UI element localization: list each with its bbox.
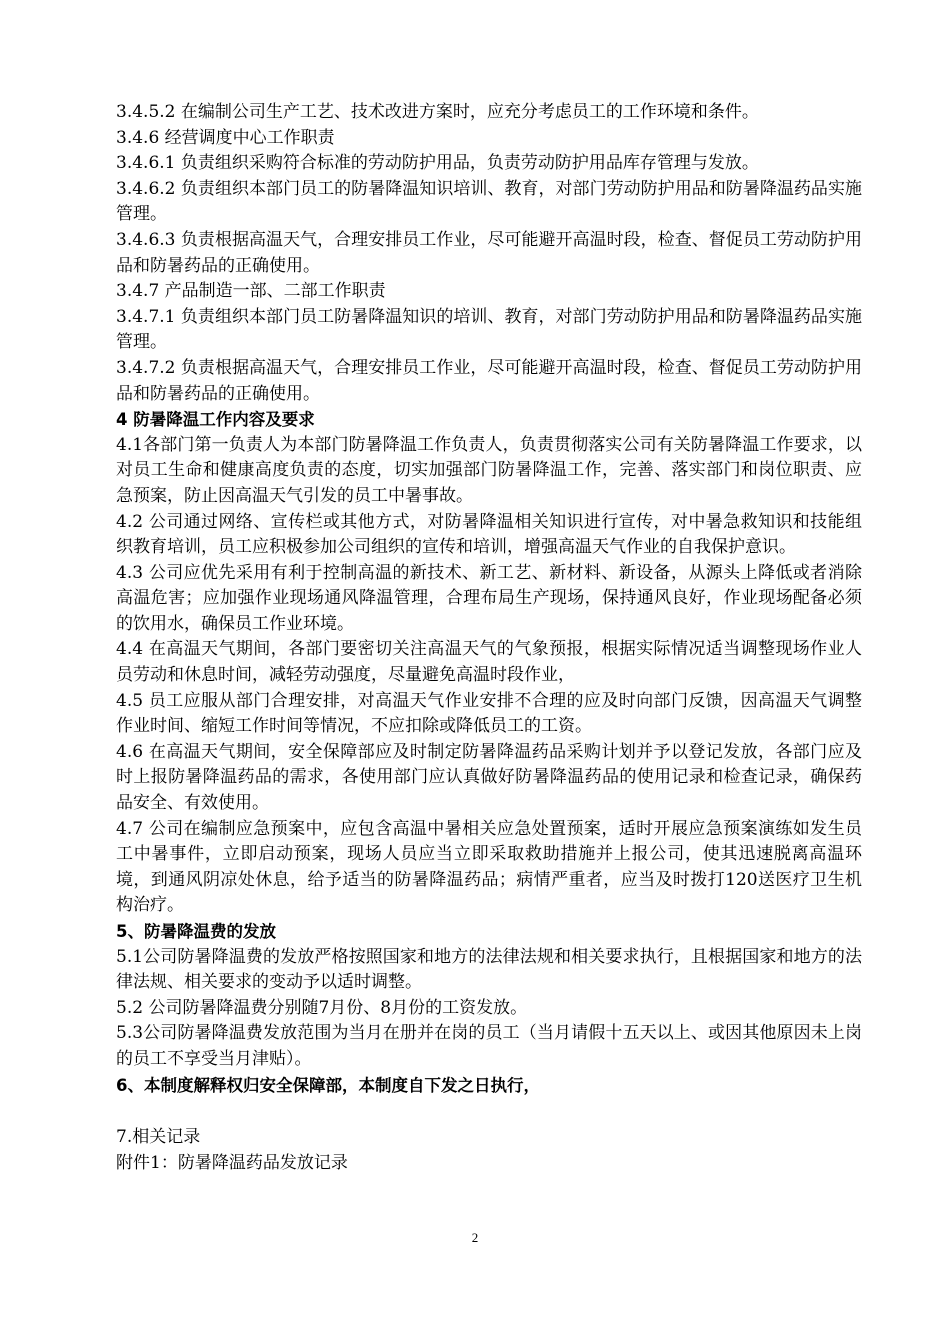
paragraph: 4.4 在高温天气期间，各部门要密切关注高温天气的气象预报，根据实际情况适当调整现场作业人员劳动和休息时间，减轻劳动强度，尽量避免高温时段作业，	[116, 639, 862, 686]
blank-line	[116, 1098, 862, 1125]
paragraph: 4.6 在高温天气期间，安全保障部应及时制定防暑降温药品采购计划并予以登记发放，各部门应及时上报防暑降温药品的需求，各使用部门应认真做好防暑降温药品的使用记录和检查记录，确保药品安全、有效使用。	[116, 741, 862, 814]
paragraph: 5.1公司防暑降温费的发放严格按照国家和地方的法律法规和相关要求执行，且根据国家和地方的法律法规、相关要求的变动予以适时调整。	[116, 946, 862, 993]
paragraph: 附件1：防暑降温药品发放记录	[116, 1152, 348, 1173]
document-body	[116, 100, 862, 1176]
paragraph: 3.4.5.2 在编制公司生产工艺、技术改进方案时，应充分考虑员工的工作环境和条件。	[116, 102, 759, 122]
paragraph: 4.3 公司应优先采用有利于控制高温的新技术、新工艺、新材料、新设备，从源头上降低或者消除高温危害；应加强作业现场通风降温管理，合理布局生产现场，保持通风良好，作业现场配备必须的饮用水，确保员工作业环境。	[116, 562, 862, 634]
paragraph: 4.7 公司在编制应急预案中，应包含高温中暑相关应急处置预案，适时开展应急预案演练如发生员工中暑事件，立即启动预案，现场人员应当立即采取救助措施并上报公司，使其迅速脱离高温环境，到通风阴凉处休息，给予适当的防暑降温药品；病情严重者，应当及时拨打120送医疗卫生机构治疗。	[116, 818, 862, 916]
paragraph: 3.4.6.2 负责组织本部门员工的防暑降温知识培训、教育，对部门劳动防护用品和防暑降温药品实施管理。	[116, 178, 862, 225]
section-heading: 6、本制度解释权归安全保障部，本制度自下发之日执行，	[116, 1075, 540, 1095]
paragraph: 3.4.6.1 负责组织采购符合标准的劳动防护用品，负责劳动防护用品库存管理与发放。	[116, 153, 759, 174]
paragraph: 7.相关记录	[116, 1127, 201, 1148]
paragraph: 5.2 公司防暑降温费分别随7月份、8月份的工资发放。	[116, 997, 528, 1018]
paragraph: 4.2 公司通过网络、宣传栏或其他方式，对防暑降温相关知识进行宣传，对中暑急救知识和技能组织教育培训，员工应积极参加公司组织的宣传和培训，增强高温天气作业的自我保护意识。	[116, 511, 862, 558]
paragraph: 4.5 员工应服从部门合理安排，对高温天气作业安排不合理的应及时向部门反馈，因高温天气调整作业时间、缩短工作时间等情况，不应扣除或降低员工的工资。	[116, 690, 862, 737]
section-heading: 5、防暑降温费的发放	[116, 922, 276, 941]
paragraph: 3.4.7 产品制造一部、二部工作职责	[116, 281, 386, 302]
page-number: 2	[471, 1230, 479, 1245]
paragraph: 3.4.7.2 负责根据高温天气，合理安排员工作业，尽可能避开高温时段，检查、督促员工劳动防护用品和防暑药品的正确使用。	[116, 357, 862, 404]
paragraph: 5.3公司防暑降温费发放范围为当月在册并在岗的员工（当月请假十五天以上、或因其他原因未上岗的员工不享受当月津贴）。	[116, 1023, 862, 1069]
paragraph: 4.1各部门第一负责人为本部门防暑降温工作负责人，负责贯彻落实公司有关防暑降温工作要求，以对员工生命和健康高度负责的态度，切实加强部门防暑降温工作，完善、落实部门和岗位职责、应急预案，防止因高温天气引发的员工中暑事故。	[116, 434, 862, 506]
paragraph: 3.4.7.1 负责组织本部门员工防暑降温知识的培训、教育，对部门劳动防护用品和防暑降温药品实施管理。	[116, 306, 862, 353]
paragraph: 3.4.6 经营调度中心工作职责	[116, 127, 335, 148]
paragraph: 3.4.6.3 负责根据高温天气，合理安排员工作业，尽可能避开高温时段，检查、督促员工劳动防护用品和防暑药品的正确使用。	[116, 229, 862, 276]
section-heading: 4 防暑降温工作内容及要求	[116, 410, 315, 430]
